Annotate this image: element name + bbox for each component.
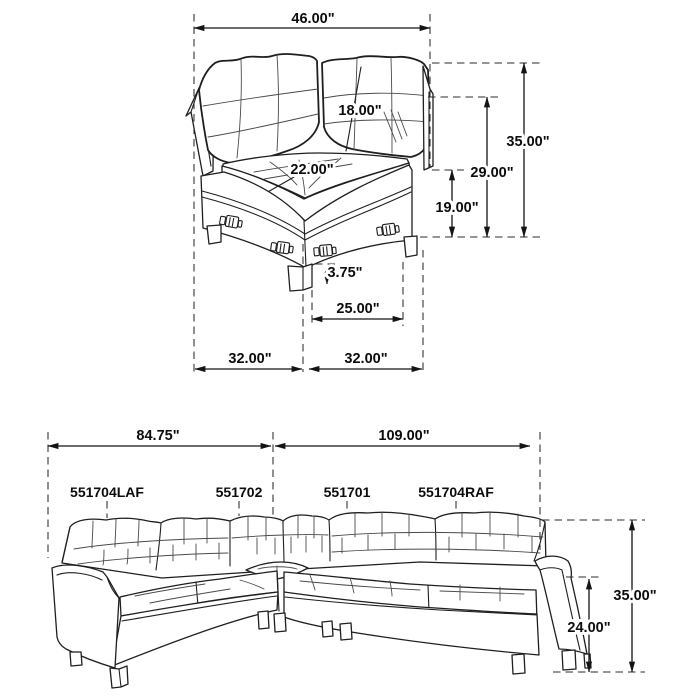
sofa-leg [584, 654, 591, 668]
part-label-corner-wedge: 551702 [215, 484, 263, 500]
sofa-leg [512, 654, 525, 674]
part-label-laf-sofa: 551704LAF [70, 484, 144, 500]
sofa-leg [322, 621, 333, 637]
dim-sectional-arm-height: 24.00" [567, 620, 611, 636]
sectional-diagram [48, 428, 657, 688]
sectional-drawing [52, 512, 591, 688]
dim-sectional-overall-height: 35.00" [613, 588, 657, 604]
corner-unit-diagram [186, 11, 550, 372]
sofa-leg [404, 236, 417, 257]
dim-corner-leg-height: 3.75" [327, 265, 363, 281]
right-armrest [535, 556, 587, 654]
dim-corner-back-height: 29.00" [470, 165, 514, 181]
sofa-leg [207, 225, 221, 244]
right-side-panel [423, 66, 433, 170]
part-label-raf-sofa: 551704RAF [418, 484, 494, 500]
back-cushion-left [199, 54, 319, 163]
dim-corner-back-cushion-height: 18.00" [338, 103, 382, 119]
part-label-armless-chair: 551701 [323, 484, 371, 500]
dim-corner-right-section-width: 32.00" [344, 351, 388, 367]
dim-corner-left-section-width: 32.00" [228, 351, 272, 367]
dim-sectional-right-width: 109.00" [378, 428, 430, 444]
left-armrest [52, 565, 119, 668]
dim-sectional-left-width: 84.75" [136, 428, 180, 444]
dim-corner-seat-depth: 22.00" [290, 162, 334, 178]
dim-corner-front-inner-width: 25.00" [336, 301, 380, 317]
sofa-leg [274, 613, 286, 632]
sofa-leg [288, 264, 312, 291]
dim-corner-overall-width: 46.00" [291, 11, 335, 27]
dim-corner-overall-height: 35.00" [506, 134, 550, 150]
sofa-leg [70, 652, 82, 666]
dim-corner-base-height: 19.00" [435, 200, 479, 216]
sofa-leg [258, 611, 269, 629]
sofa-leg [562, 650, 576, 670]
sofa-leg [340, 623, 352, 640]
